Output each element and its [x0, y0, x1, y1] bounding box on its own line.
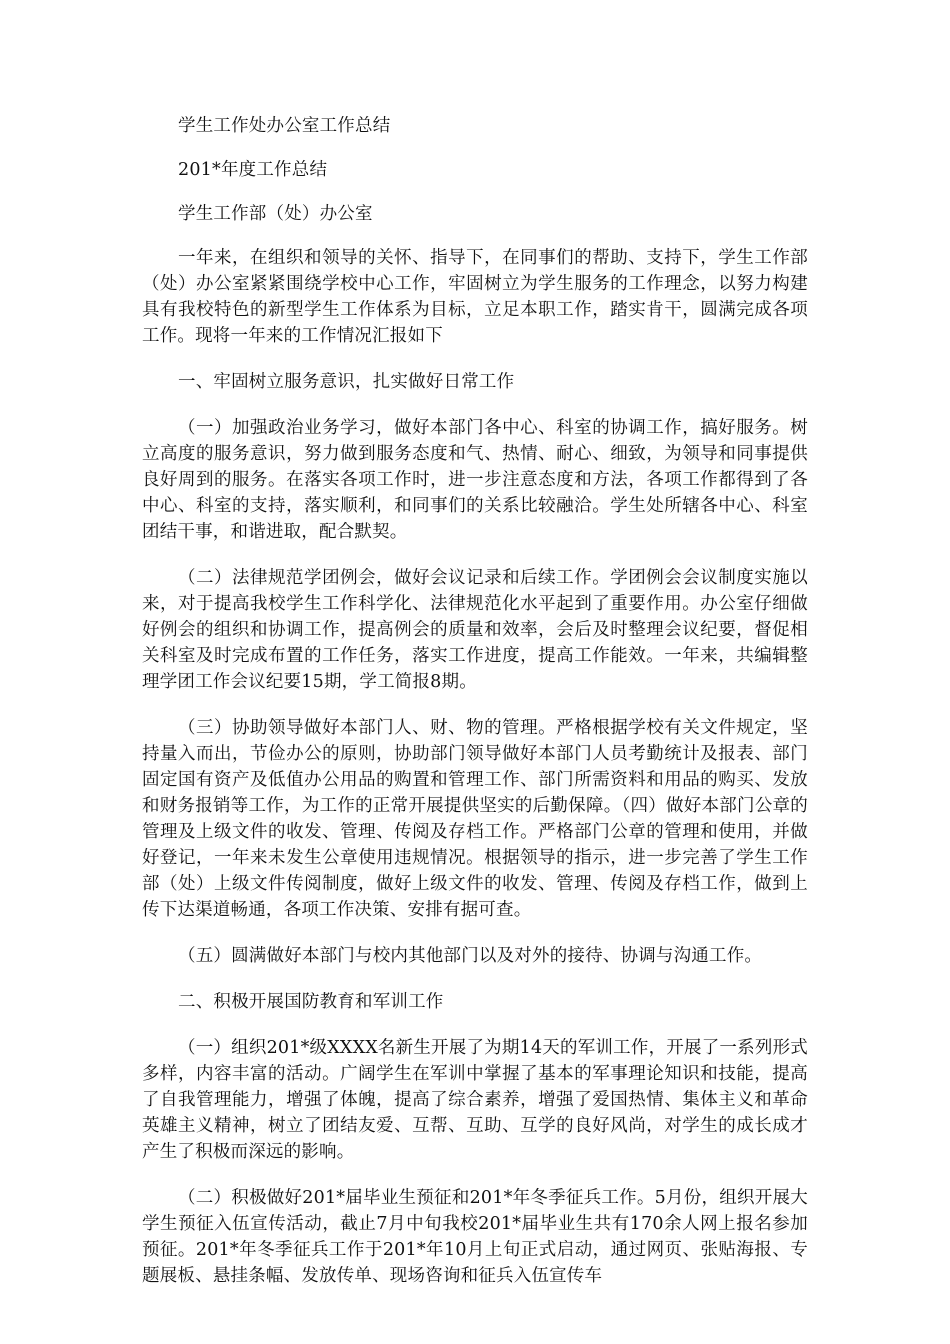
- document-body: [142, 113, 808, 1289]
- paragraph-intro: 一年来，在组织和领导的关怀、指导下，在同事们的帮助、支持下，学生工作部（处）办公室紧紧围绕学校中心工作，牢固树立为学生服务的工作理念，以努力构建具有我校特色的新型学生工作体系为目标，立足本职工作，踏实肯干，圆满完成各项工作。现将一年来的工作情况汇报如下: [142, 248, 808, 346]
- paragraph-1-5: （五）圆满做好本部门与校内其他部门以及对外的接待、协调与沟通工作。: [178, 946, 763, 966]
- paragraph-1-1: （一）加强政治业务学习，做好本部门各中心、科室的协调工作，搞好服务。树立高度的服务意识，努力做到服务态度和气、热情、耐心、细致，为领导和同事提供良好周到的服务。在落实各项工作时，进一步注意态度和方法，各项工作都得到了各中心、科室的支持，落实顺利，和同事们的关系比较融洽。学生处所辖各中心、科室团结干事，和谐进取，配合默契。: [142, 418, 808, 542]
- document-department: 学生工作部（处）办公室: [178, 204, 373, 224]
- paragraph-1-3-4: （三）协助领导做好本部门人、财、物的管理。严格根据学校有关文件规定，坚持量入而出，节俭办公的原则，协助部门领导做好本部门人员考勤统计及报表、部门固定国有资产及低值办公用品的购置和管理工作、部门所需资料和用品的购买、发放和财务报销等工作，为工作的正常开展提供坚实的后勤保障。（四）做好本部门公章的管理及上级文件的收发、管理、传阅及存档工作。严格部门公章的管理和使用，并做好登记，一年来未发生公章使用违规情况。根据领导的指示，进一步完善了学生工作部（处）上级文件传阅制度，做好上级文件的收发、管理、传阅及存档工作，做到上传下达渠道畅通，各项工作决策、安排有据可查。: [142, 718, 808, 920]
- paragraph-2-1: （一）组织201*级XXXX名新生开展了为期14天的军训工作，开展了一系列形式多样，内容丰富的活动。广阔学生在军训中掌握了基本的军事理论知识和技能，提高了自我管理能力，增强了体魄，提高了综合素养，增强了爱国热情、集体主义和革命英雄主义精神，树立了团结友爱、互帮、互助、互学的良好风尚，对学生的成长成才产生了积极而深远的影响。: [142, 1038, 808, 1162]
- document-title: 学生工作处办公室工作总结: [178, 116, 391, 136]
- document-subtitle: 201*年度工作总结: [178, 160, 328, 180]
- section-heading-1: 一、牢固树立服务意识，扎实做好日常工作: [178, 372, 515, 392]
- paragraph-2-2: （二）积极做好201*届毕业生预征和201*年冬季征兵工作。5月份，组织开展大学生预征入伍宣传活动，截止7月中旬我校201*届毕业生共有170余人网上报名参加预征。201*年冬季征兵工作于201*年10月上旬正式启动，通过网页、张贴海报、专题展板、悬挂条幅、发放传单、现场咨询和征兵入伍宣传车: [142, 1188, 808, 1286]
- paragraph-1-2: （二）法律规范学团例会，做好会议记录和后续工作。学团例会会议制度实施以来，对于提高我校学生工作科学化、法律规范化水平起到了重要作用。办公室仔细做好例会的组织和协调工作，提高例会的质量和效率，会后及时整理会议纪要，督促相关科室及时完成布置的工作任务，落实工作进度，提高工作能效。一年来，共编辑整理学团工作会议纪要15期，学工简报8期。: [142, 568, 808, 692]
- section-heading-2: 二、积极开展国防教育和军训工作: [178, 992, 444, 1012]
